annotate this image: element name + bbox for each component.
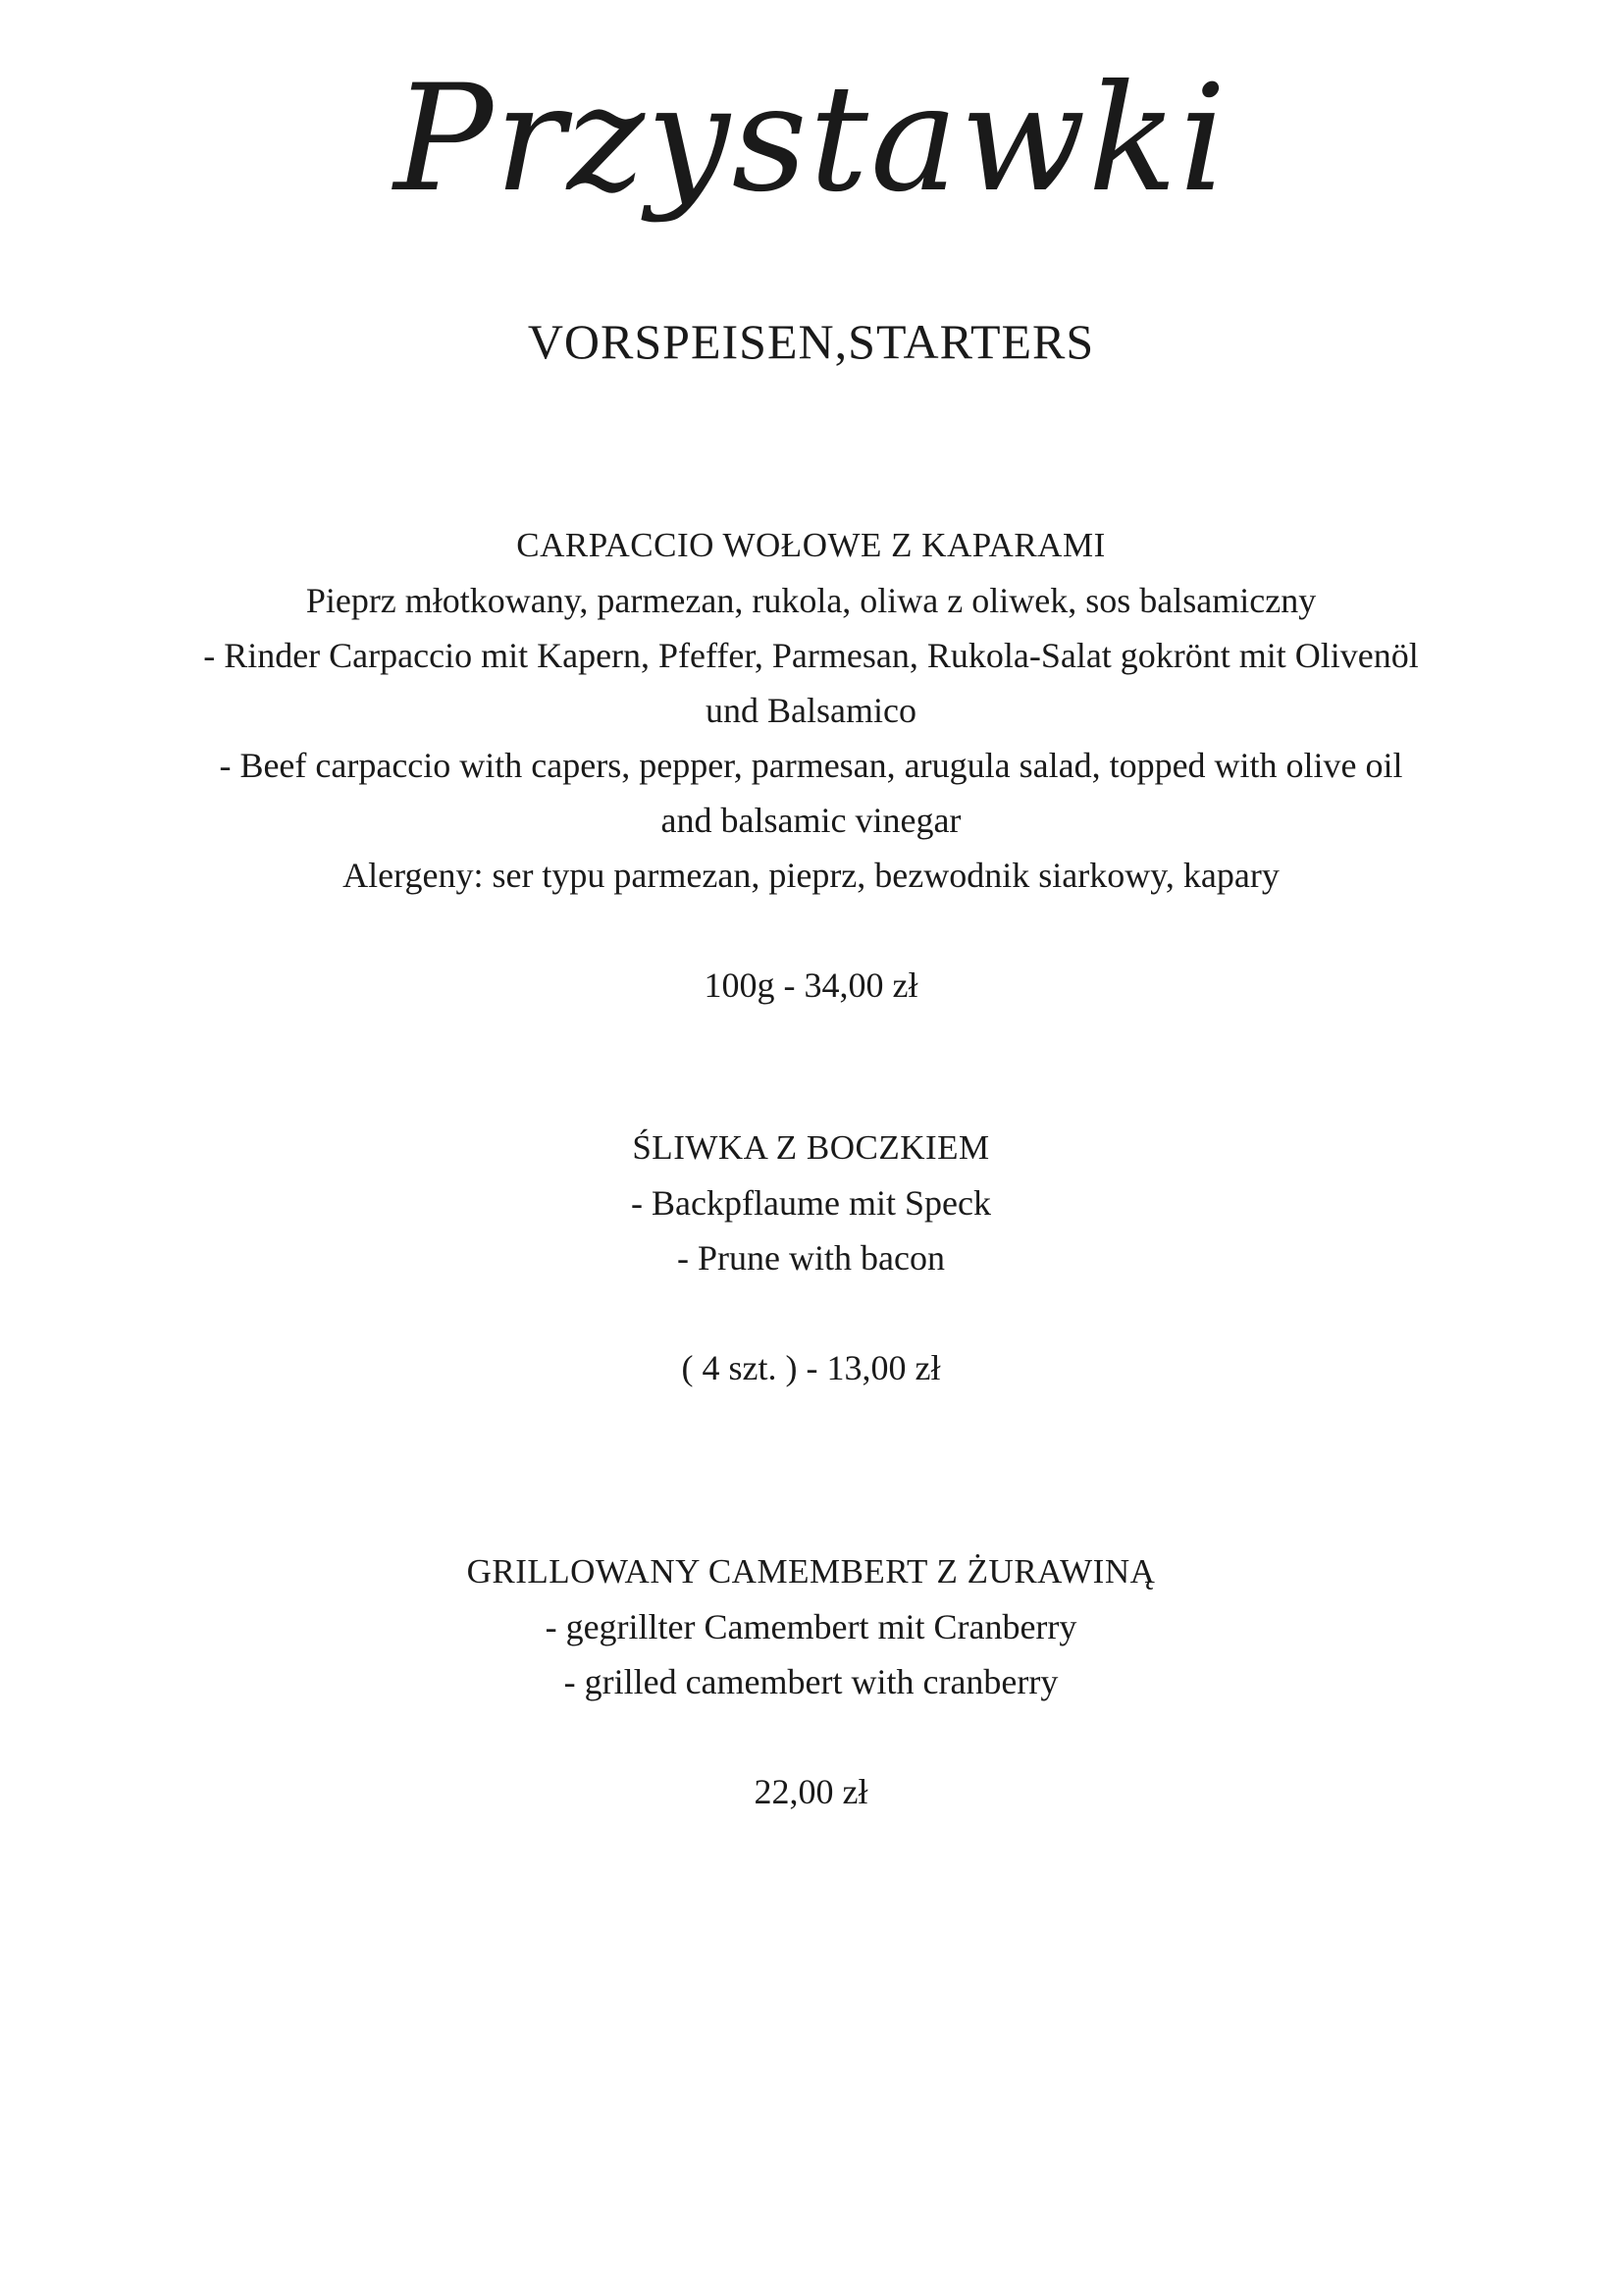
dish-description-line: und Balsamico bbox=[706, 691, 916, 730]
menu-item-prune-bacon bbox=[59, 1121, 1563, 1395]
dish-price: 22,00 zł bbox=[754, 1772, 868, 1811]
page-title: Przystawki bbox=[393, 54, 1229, 225]
dish-description-line: - Prune with bacon bbox=[677, 1238, 945, 1278]
dish-description-line: - Beef carpaccio with capers, pepper, parmesan, arugula salad, topped with olive oil bbox=[219, 746, 1403, 785]
spacer bbox=[59, 1709, 1563, 1764]
dish-description-line: - gegrillter Camembert mit Cranberry bbox=[545, 1607, 1077, 1646]
dish-description-line: Pieprz młotkowany, parmezan, rukola, oliwa z oliwek, sos balsamiczny bbox=[305, 581, 1317, 620]
dish-name: GRILLOWANY CAMEMBERT Z ŻURAWINĄ bbox=[466, 1552, 1156, 1591]
dish-price: ( 4 szt. ) - 13,00 zł bbox=[681, 1348, 941, 1387]
dish-description-line: - Rinder Carpaccio mit Kapern, Pfeffer, Parmesan, Rukola-Salat gokrönt mit Olivenöl bbox=[203, 636, 1419, 675]
dish-description-line: - grilled camembert with cranberry bbox=[563, 1662, 1059, 1701]
dish-allergens: Alergeny: ser typu parmezan, pieprz, bezwodnik siarkowy, kapary bbox=[342, 856, 1280, 895]
dish-description-line: - Backpflaume mit Speck bbox=[631, 1183, 991, 1223]
dish-price: 100g - 34,00 zł bbox=[704, 965, 918, 1005]
menu-item-camembert bbox=[59, 1544, 1563, 1819]
page-subtitle: VORSPEISEN,STARTERS bbox=[527, 314, 1095, 369]
dish-name: ŚLIWKA Z BOCZKIEM bbox=[632, 1128, 990, 1167]
spacer bbox=[59, 1285, 1563, 1340]
dish-name: CARPACCIO WOŁOWE Z KAPARAMI bbox=[516, 526, 1106, 564]
spacer bbox=[59, 903, 1563, 958]
dish-description-line: and balsamic vinegar bbox=[660, 801, 962, 840]
menu-item-carpaccio bbox=[59, 518, 1563, 1013]
